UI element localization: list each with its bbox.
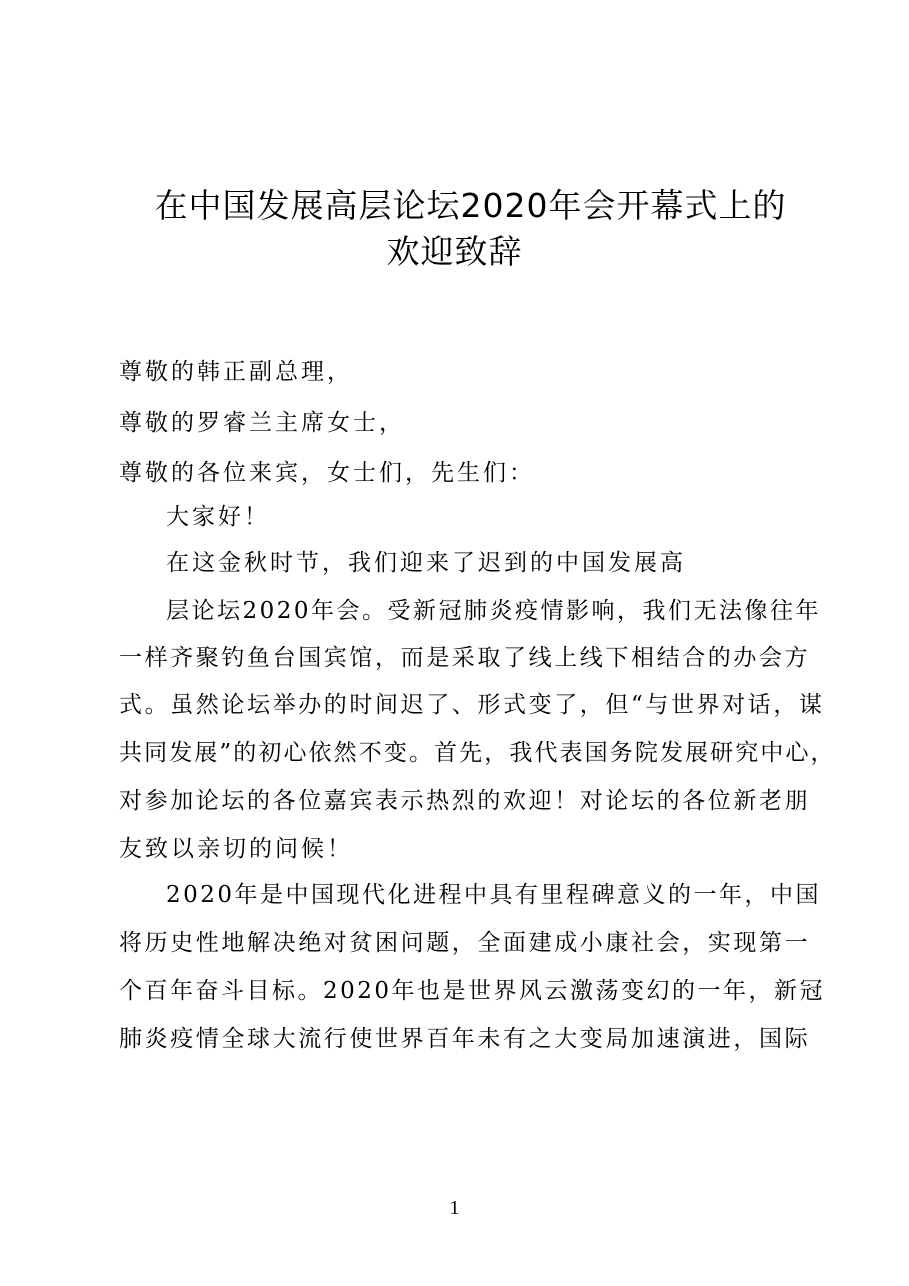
body-text-line: 个百年奋斗目标。2020年也是世界风云激荡变幻的一年，新冠 bbox=[119, 978, 826, 1004]
document-title-line-1: 在中国发展高层论坛2020年会开幕式上的 bbox=[154, 186, 787, 225]
salutation-line: 尊敬的韩正副总理， bbox=[119, 359, 353, 385]
body-text-line: 将历史性地解决绝对贫困问题，全面建成小康社会，实现第一 bbox=[119, 930, 811, 956]
body-text-line: 式。虽然论坛举办的时间迟了、形式变了，但“与世界对话，谋 bbox=[119, 692, 825, 718]
body-text-line: 友致以亲切的问候！ bbox=[119, 836, 353, 862]
page-number: 1 bbox=[449, 1197, 460, 1219]
body-text-line: 对参加论坛的各位嘉宾表示热烈的欢迎！对论坛的各位新老朋 bbox=[119, 788, 811, 814]
body-text-line: 肺炎疫情全球大流行使世界百年未有之大变局加速演进，国际 bbox=[119, 1026, 811, 1052]
body-text-line: 2020年是中国现代化进程中具有里程碑意义的一年，中国 bbox=[166, 882, 822, 908]
body-text-line: 共同发展”的初心依然不变。首先，我代表国务院发展研究中心， bbox=[119, 740, 836, 766]
body-text-line: 在这金秋时节，我们迎来了迟到的中国发展高 bbox=[166, 550, 686, 576]
body-text-line: 一样齐聚钓鱼台国宾馆，而是采取了线上线下相结合的办会方 bbox=[119, 645, 811, 671]
body-text-line: 层论坛2020年会。受新冠肺炎疫情影响，我们无法像往年 bbox=[166, 598, 822, 624]
salutation-line: 尊敬的各位来宾，女士们，先生们： bbox=[119, 460, 535, 486]
document-title-line-2: 欢迎致辞 bbox=[386, 232, 523, 271]
salutation-line: 尊敬的罗睿兰主席女士， bbox=[119, 410, 405, 436]
greeting-line: 大家好！ bbox=[166, 504, 270, 530]
